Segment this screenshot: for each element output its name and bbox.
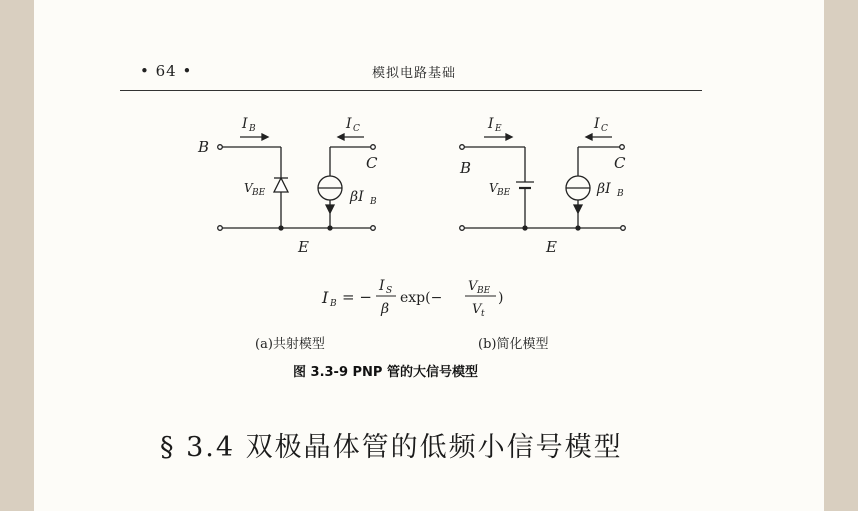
left-circuit bbox=[218, 134, 376, 230]
formula-close: ) bbox=[498, 290, 504, 306]
left-ib-arrowhead bbox=[262, 134, 268, 140]
right-source-label: βI bbox=[597, 181, 611, 197]
right-vbe-label: V bbox=[489, 181, 498, 195]
left-base-label: B bbox=[198, 138, 210, 156]
left-emitter-label: E bbox=[298, 238, 309, 256]
left-collector-terminal bbox=[371, 145, 376, 150]
right-ib-sub: E bbox=[495, 124, 502, 134]
right-ic-arrowhead bbox=[586, 134, 592, 140]
formula-frac-den: V bbox=[472, 302, 482, 317]
right-ic-sub: C bbox=[601, 124, 608, 134]
left-node-1 bbox=[279, 226, 283, 230]
formula-den: β bbox=[381, 301, 390, 317]
section-heading: § 3.4 双极晶体管的低频小信号模型 bbox=[160, 432, 623, 463]
formula bbox=[321, 278, 503, 319]
right-base-label: B bbox=[460, 159, 472, 177]
formula-frac-num: V bbox=[468, 279, 478, 294]
left-diode bbox=[274, 178, 288, 192]
right-emitter-label: E bbox=[546, 238, 557, 256]
right-collector-terminal bbox=[620, 145, 625, 150]
figure-caption: 图 3.3-9 PNP 管的大信号模型 bbox=[293, 365, 478, 380]
left-emitter-terminal-l bbox=[218, 226, 223, 231]
left-source-label: βI bbox=[350, 189, 364, 205]
right-ib-label: I bbox=[488, 116, 494, 132]
formula-frac-den-sub: t bbox=[481, 309, 485, 319]
left-collector-label: C bbox=[366, 154, 378, 172]
left-source-sub: B bbox=[370, 197, 377, 207]
formula-lhs: I bbox=[322, 288, 329, 307]
right-source-sub: B bbox=[617, 189, 624, 199]
right-node-1 bbox=[523, 226, 527, 230]
formula-num: I bbox=[379, 278, 385, 294]
formula-lhs-sub: B bbox=[330, 299, 337, 309]
right-vbe-sub: BE bbox=[497, 188, 511, 198]
left-source-arrow bbox=[326, 205, 334, 213]
left-node-2 bbox=[328, 226, 332, 230]
subcaption-a: (a)共射模型 bbox=[255, 337, 325, 352]
left-emitter-terminal-r bbox=[371, 226, 376, 231]
right-ic-label: I bbox=[594, 116, 600, 132]
formula-num-sub: S bbox=[386, 286, 393, 296]
left-ib-sub: B bbox=[249, 124, 256, 134]
right-emitter-terminal-r bbox=[621, 226, 626, 231]
right-ib-arrowhead bbox=[506, 134, 512, 140]
left-ib-label: I bbox=[242, 116, 248, 132]
formula-frac-num-sub: BE bbox=[477, 286, 491, 296]
right-base-terminal bbox=[460, 145, 465, 150]
left-ic-label: I bbox=[346, 116, 352, 132]
subcaption-b: (b)简化模型 bbox=[478, 337, 549, 352]
left-vbe-sub: BE bbox=[252, 188, 266, 198]
right-source-arrow bbox=[574, 205, 582, 213]
page-number: • 64 • bbox=[140, 62, 193, 80]
right-node-2 bbox=[576, 226, 580, 230]
left-ic-sub: C bbox=[353, 124, 360, 134]
right-emitter-terminal-l bbox=[460, 226, 465, 231]
left-ic-arrowhead bbox=[338, 134, 344, 140]
formula-exp: exp(− bbox=[400, 290, 443, 306]
running-header-title: 模拟电路基础 bbox=[372, 66, 457, 81]
left-base-terminal bbox=[218, 145, 223, 150]
formula-eq: = − bbox=[342, 288, 372, 306]
right-collector-label: C bbox=[614, 154, 626, 172]
left-vbe-label: V bbox=[244, 181, 253, 195]
